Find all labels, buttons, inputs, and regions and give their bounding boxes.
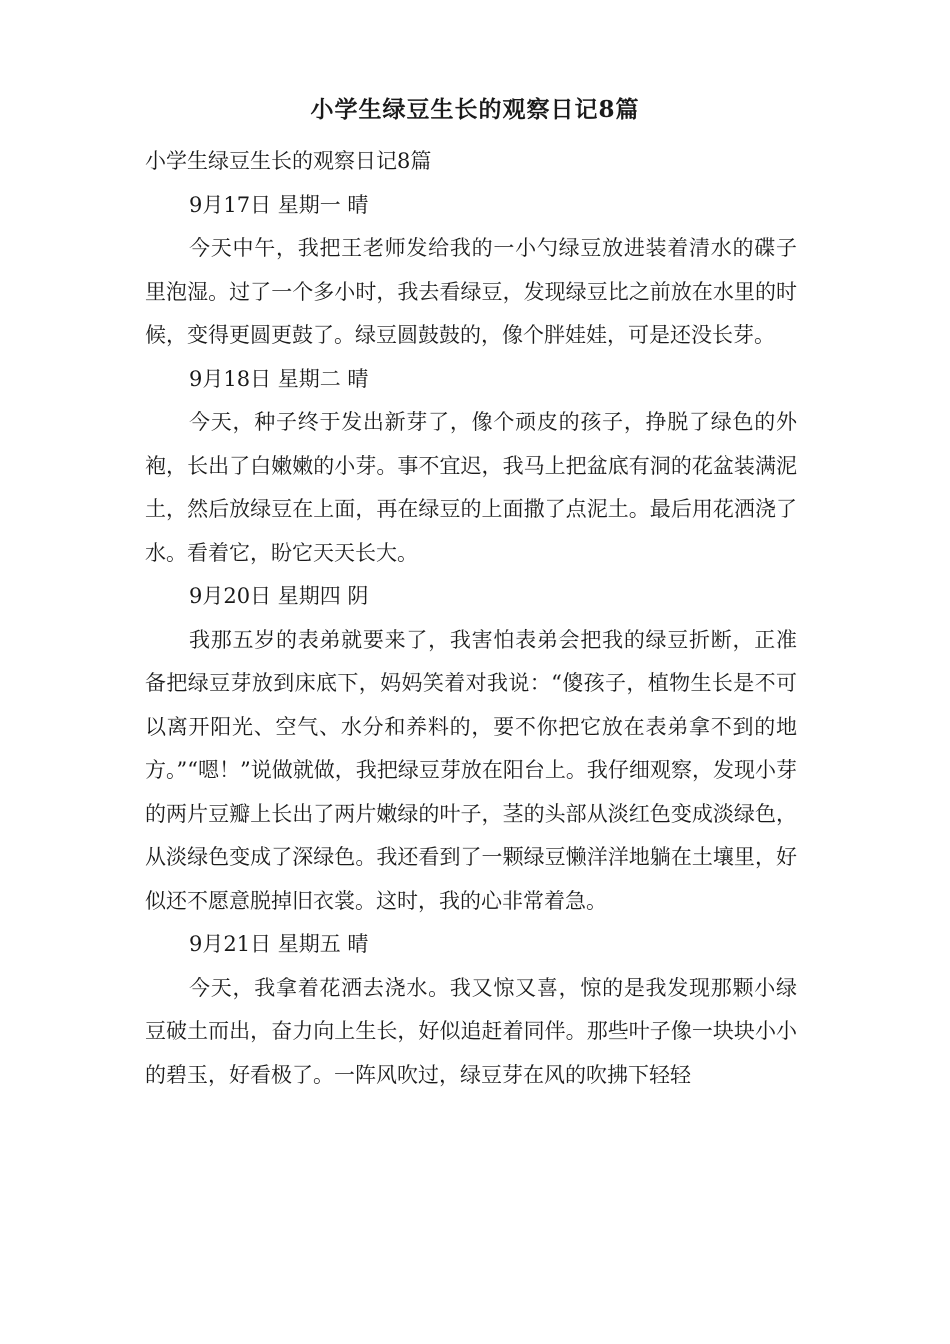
subtitle-line: 小学生绿豆生长的观察日记8篇: [145, 149, 432, 173]
diary-date-0920: 9月20日 星期四 阴: [189, 584, 369, 608]
diary-date-0918: 9月18日 星期二 晴: [189, 366, 369, 391]
diary-entry-0920: 我那五岁的表弟就要来了，我害怕表弟会把我的绿豆折断，正准备把绿豆芽放到床底下，妈妈笑着对我说：“傻孩子，植物生长是不可以离开阳光、空气、水分和养料的，要不你把它放在表弟拿不到的地方。”“嗯！”说做就做，我把绿豆芽放在阳台上。我仔细观察，发现小芽的两片豆瓣上长出了两片嫩绿的叶子，茎的头部从淡红色变成淡绿色，从淡绿色变成了深绿色。我还看到了一颗绿豆懒洋洋地躺在土壤里，好似还不愿意脱掉旧衣裳。这时，我的心非常着急。: [145, 627, 797, 913]
document-body: [145, 140, 797, 1097]
diary-entry-0921: 今天，我拿着花洒去浇水。我又惊又喜，惊的是我发现那颗小绿豆破土而出，奋力向上生长，好似追赶着同伴。那些叶子像一块块小小的碧玉，好看极了。一阵风吹过，绿豆芽在风的吹拂下轻轻: [145, 975, 797, 1087]
diary-entry-0917: 今天中午，我把王老师发给我的一小勺绿豆放进装着清水的碟子里泡湿。过了一个多小时，我去看绿豆，发现绿豆比之前放在水里的时候，变得更圆更鼓了。绿豆圆鼓鼓的，像个胖娃娃，可是还没长芽。: [145, 236, 797, 347]
diary-date-0917: 9月17日 星期一 晴: [189, 192, 369, 217]
diary-date-0921: 9月21日 星期五 晴: [189, 932, 369, 956]
diary-entry-0918: 今天，种子终于发出新芽了，像个顽皮的孩子，挣脱了绿色的外袍，长出了白嫩嫩的小芽。事不宜迟，我马上把盆底有洞的花盆装满泥土，然后放绿豆在上面，再在绿豆的上面撒了点泥土。最后用花洒浇了水。看着它，盼它天天长大。: [145, 410, 797, 565]
document-title: 小学生绿豆生长的观察日记8篇: [310, 96, 640, 123]
